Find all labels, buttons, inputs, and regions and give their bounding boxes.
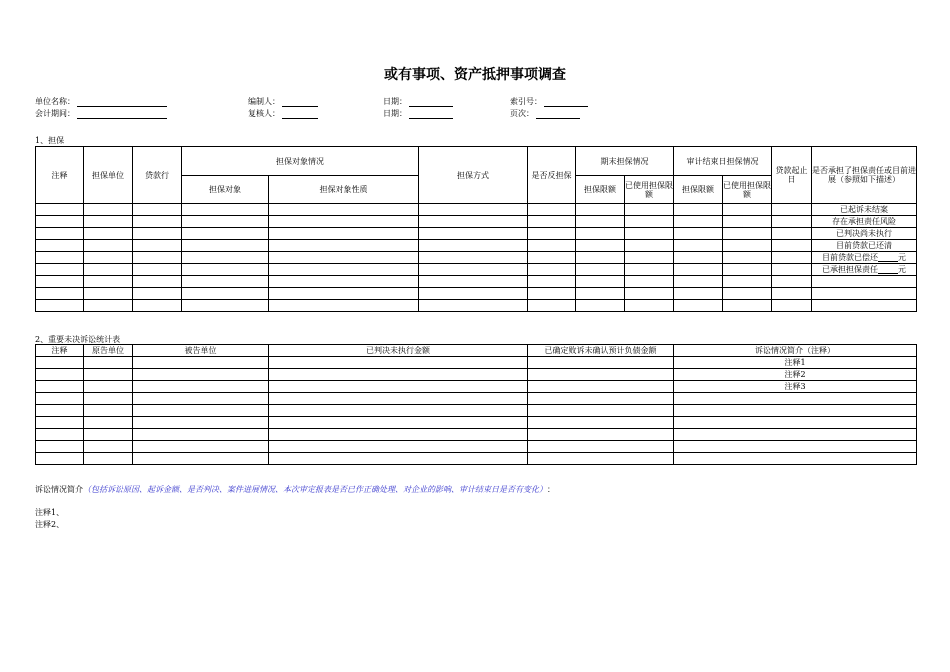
guarantee-cell[interactable] bbox=[772, 300, 812, 312]
guarantee-cell[interactable] bbox=[419, 288, 528, 300]
guarantee-cell[interactable] bbox=[772, 288, 812, 300]
lit-header-defendant: 被告单位 bbox=[133, 345, 269, 357]
guarantee-row bbox=[36, 240, 917, 252]
guarantee-row bbox=[36, 228, 917, 240]
summary-cell[interactable]: 注释2 bbox=[674, 369, 917, 381]
litigation-cell[interactable] bbox=[36, 441, 84, 453]
guarantee-cell[interactable] bbox=[625, 276, 674, 288]
litigation-row bbox=[36, 429, 917, 441]
litigation-summary-colon: ： bbox=[547, 485, 555, 494]
guarantee-cell[interactable] bbox=[133, 216, 182, 228]
guarantee-cell[interactable] bbox=[528, 300, 576, 312]
period-label: 会计期间： bbox=[35, 109, 75, 118]
litigation-cell[interactable] bbox=[269, 393, 528, 405]
date2-blank[interactable] bbox=[409, 110, 453, 119]
guarantee-cell[interactable] bbox=[674, 264, 723, 276]
litigation-summary-label: 诉讼情况简介 bbox=[35, 485, 83, 494]
litigation-row bbox=[36, 417, 917, 429]
litigation-cell[interactable] bbox=[528, 393, 674, 405]
guarantee-cell[interactable] bbox=[674, 228, 723, 240]
guarantee-cell[interactable] bbox=[84, 204, 133, 216]
section-guarantee-title: 1、担保 bbox=[35, 136, 65, 145]
guarantee-cell[interactable] bbox=[674, 252, 723, 264]
header-used-audit-end: 已使用担保限额 bbox=[723, 176, 772, 204]
guarantee-body bbox=[36, 204, 917, 312]
guarantee-cell[interactable] bbox=[36, 276, 84, 288]
guarantee-cell[interactable] bbox=[723, 240, 772, 252]
repaid-label: 目前贷款已偿还 bbox=[822, 253, 878, 262]
header-limit-period-end: 担保限额 bbox=[576, 176, 625, 204]
litigation-row bbox=[36, 453, 917, 465]
litigation-cell[interactable] bbox=[528, 381, 674, 393]
litigation-cell[interactable] bbox=[36, 405, 84, 417]
guarantee-cell[interactable] bbox=[269, 264, 419, 276]
guarantee-cell[interactable] bbox=[182, 228, 269, 240]
guarantee-cell[interactable] bbox=[36, 204, 84, 216]
guarantee-cell[interactable] bbox=[674, 204, 723, 216]
guarantee-row bbox=[36, 276, 917, 288]
guarantee-cell[interactable] bbox=[528, 276, 576, 288]
litigation-row bbox=[36, 441, 917, 453]
date1-blank[interactable] bbox=[409, 98, 453, 107]
litigation-cell[interactable] bbox=[133, 369, 269, 381]
litigation-cell[interactable] bbox=[269, 369, 528, 381]
guarantee-cell[interactable] bbox=[723, 216, 772, 228]
guarantee-cell[interactable] bbox=[36, 228, 84, 240]
lit-header-note: 注释 bbox=[36, 345, 84, 357]
litigation-cell[interactable] bbox=[528, 453, 674, 465]
header-target: 担保对象 bbox=[182, 176, 269, 204]
guarantee-cell[interactable] bbox=[419, 216, 528, 228]
litigation-cell[interactable] bbox=[269, 429, 528, 441]
litigation-row bbox=[36, 369, 917, 381]
assumed-label: 已承担担保责任 bbox=[822, 265, 878, 274]
litigation-cell[interactable] bbox=[528, 357, 674, 369]
guarantee-cell[interactable] bbox=[772, 216, 812, 228]
litigation-cell[interactable] bbox=[528, 441, 674, 453]
guarantee-cell[interactable] bbox=[625, 264, 674, 276]
amount-blank[interactable] bbox=[878, 254, 898, 262]
litigation-cell[interactable] bbox=[84, 417, 133, 429]
guarantee-row bbox=[36, 288, 917, 300]
guarantee-cell[interactable] bbox=[419, 228, 528, 240]
amount-blank[interactable] bbox=[878, 266, 898, 274]
progress-cell[interactable] bbox=[812, 264, 917, 276]
litigation-cell[interactable] bbox=[528, 405, 674, 417]
progress-cell[interactable]: 存在承担责任风险 bbox=[812, 216, 917, 228]
summary-cell[interactable]: 注释3 bbox=[674, 381, 917, 393]
header-lender: 贷款行 bbox=[133, 147, 182, 204]
litigation-cell[interactable] bbox=[36, 417, 84, 429]
guarantee-cell[interactable] bbox=[625, 216, 674, 228]
guarantee-cell[interactable] bbox=[772, 228, 812, 240]
guarantee-cell[interactable] bbox=[528, 240, 576, 252]
header-audit-end: 审计结束日担保情况 bbox=[674, 147, 772, 176]
litigation-cell[interactable] bbox=[528, 429, 674, 441]
header-guarantor: 担保单位 bbox=[84, 147, 133, 204]
guarantee-cell[interactable] bbox=[269, 216, 419, 228]
litigation-cell[interactable] bbox=[84, 405, 133, 417]
guarantee-cell[interactable] bbox=[576, 300, 625, 312]
guarantee-cell[interactable] bbox=[723, 288, 772, 300]
guarantee-cell[interactable] bbox=[576, 216, 625, 228]
progress-cell[interactable]: 已起诉未结案 bbox=[812, 204, 917, 216]
litigation-cell[interactable] bbox=[84, 381, 133, 393]
guarantee-cell[interactable] bbox=[419, 252, 528, 264]
guarantee-cell[interactable] bbox=[772, 240, 812, 252]
litigation-cell[interactable] bbox=[84, 357, 133, 369]
reviewer-field bbox=[248, 109, 318, 119]
index-label: 索引号： bbox=[510, 97, 542, 106]
litigation-cell[interactable] bbox=[133, 441, 269, 453]
guarantee-cell[interactable] bbox=[269, 300, 419, 312]
guarantee-cell[interactable] bbox=[772, 264, 812, 276]
guarantee-cell[interactable] bbox=[576, 264, 625, 276]
guarantee-cell[interactable] bbox=[36, 288, 84, 300]
litigation-cell[interactable] bbox=[133, 357, 269, 369]
page-field bbox=[510, 109, 580, 119]
guarantee-cell[interactable] bbox=[528, 252, 576, 264]
guarantee-cell[interactable] bbox=[674, 288, 723, 300]
header-counter-guarantee: 是否反担保 bbox=[528, 147, 576, 204]
guarantee-cell[interactable] bbox=[133, 204, 182, 216]
litigation-summary-hint: （包括诉讼原因、起诉金额、是否判决、案件进展情况、本次审定报表是否已作正确处理、对企业的影响、审计结束日是否有变化） bbox=[83, 485, 547, 494]
lit-header-judged: 已判决未执行金额 bbox=[269, 345, 528, 357]
guarantee-row bbox=[36, 300, 917, 312]
reviewer-label: 复核人： bbox=[248, 109, 280, 118]
litigation-cell[interactable] bbox=[84, 369, 133, 381]
header-used-period-end: 已使用担保限额 bbox=[625, 176, 674, 204]
index-blank[interactable] bbox=[544, 98, 588, 107]
guarantee-row bbox=[36, 216, 917, 228]
guarantee-cell[interactable] bbox=[419, 300, 528, 312]
guarantee-cell[interactable] bbox=[84, 300, 133, 312]
progress-cell[interactable] bbox=[812, 300, 917, 312]
guarantee-cell[interactable] bbox=[182, 288, 269, 300]
guarantee-cell[interactable] bbox=[419, 240, 528, 252]
guarantee-cell[interactable] bbox=[419, 204, 528, 216]
litigation-note-2: 注释2、 bbox=[35, 520, 65, 529]
guarantee-cell[interactable] bbox=[625, 252, 674, 264]
litigation-cell[interactable] bbox=[36, 453, 84, 465]
guarantee-row bbox=[36, 204, 917, 216]
litigation-cell[interactable] bbox=[133, 381, 269, 393]
guarantee-cell[interactable] bbox=[625, 300, 674, 312]
index-field bbox=[510, 97, 588, 107]
guarantee-cell[interactable] bbox=[84, 240, 133, 252]
guarantee-cell[interactable] bbox=[674, 240, 723, 252]
guarantee-cell[interactable] bbox=[133, 276, 182, 288]
guarantee-cell[interactable] bbox=[576, 288, 625, 300]
litigation-row bbox=[36, 405, 917, 417]
guarantee-cell[interactable] bbox=[723, 276, 772, 288]
guarantee-cell[interactable] bbox=[84, 228, 133, 240]
editor-field bbox=[248, 97, 318, 107]
litigation-cell[interactable] bbox=[36, 393, 84, 405]
guarantee-cell[interactable] bbox=[419, 276, 528, 288]
guarantee-cell[interactable] bbox=[36, 240, 84, 252]
litigation-cell[interactable] bbox=[36, 381, 84, 393]
litigation-cell[interactable] bbox=[269, 417, 528, 429]
litigation-cell[interactable] bbox=[84, 393, 133, 405]
litigation-cell[interactable] bbox=[269, 381, 528, 393]
litigation-cell[interactable] bbox=[84, 441, 133, 453]
guarantee-cell[interactable] bbox=[269, 252, 419, 264]
unit-name-blank[interactable] bbox=[77, 98, 167, 107]
guarantee-cell[interactable] bbox=[576, 228, 625, 240]
litigation-cell[interactable] bbox=[528, 369, 674, 381]
guarantee-cell[interactable] bbox=[674, 300, 723, 312]
unit-name-field bbox=[35, 97, 167, 107]
guarantee-cell[interactable] bbox=[528, 216, 576, 228]
guarantee-cell[interactable] bbox=[772, 252, 812, 264]
progress-cell[interactable]: 目前贷款已还清 bbox=[812, 240, 917, 252]
guarantee-cell[interactable] bbox=[84, 216, 133, 228]
litigation-row bbox=[36, 357, 917, 369]
guarantee-cell[interactable] bbox=[182, 204, 269, 216]
period-field bbox=[35, 109, 167, 119]
litigation-body bbox=[36, 357, 917, 465]
summary-cell[interactable] bbox=[674, 417, 917, 429]
guarantee-cell[interactable] bbox=[772, 204, 812, 216]
summary-cell[interactable] bbox=[674, 441, 917, 453]
litigation-table bbox=[35, 344, 917, 465]
guarantee-cell[interactable] bbox=[772, 276, 812, 288]
lit-header-estimated: 已确定败诉未确认预计负债金额 bbox=[528, 345, 674, 357]
summary-cell[interactable] bbox=[674, 453, 917, 465]
editor-label: 编制人： bbox=[248, 97, 280, 106]
header-target-info: 担保对象情况 bbox=[182, 147, 419, 176]
litigation-cell[interactable] bbox=[133, 393, 269, 405]
guarantee-cell[interactable] bbox=[528, 204, 576, 216]
litigation-note-1: 注释1、 bbox=[35, 508, 65, 517]
header-target-nature: 担保对象性质 bbox=[269, 176, 419, 204]
summary-cell[interactable]: 注释1 bbox=[674, 357, 917, 369]
guarantee-cell[interactable] bbox=[84, 252, 133, 264]
litigation-cell[interactable] bbox=[84, 429, 133, 441]
litigation-cell[interactable] bbox=[269, 453, 528, 465]
litigation-summary-line bbox=[35, 485, 555, 495]
guarantee-cell[interactable] bbox=[625, 240, 674, 252]
litigation-cell[interactable] bbox=[133, 405, 269, 417]
page-label: 页次： bbox=[510, 109, 534, 118]
guarantee-cell[interactable] bbox=[36, 300, 84, 312]
header-note: 注释 bbox=[36, 147, 84, 204]
progress-cell[interactable] bbox=[812, 276, 917, 288]
guarantee-cell[interactable] bbox=[528, 288, 576, 300]
guarantee-cell[interactable] bbox=[419, 264, 528, 276]
guarantee-cell[interactable] bbox=[133, 240, 182, 252]
page-title: 或有事项、资产抵押事项调查 bbox=[384, 67, 566, 83]
guarantee-cell[interactable] bbox=[723, 252, 772, 264]
unit-label: 元 bbox=[898, 265, 906, 274]
guarantee-cell[interactable] bbox=[576, 240, 625, 252]
guarantee-cell[interactable] bbox=[625, 228, 674, 240]
header-period-end: 期末担保情况 bbox=[576, 147, 674, 176]
guarantee-row bbox=[36, 264, 917, 276]
litigation-row bbox=[36, 393, 917, 405]
litigation-cell[interactable] bbox=[36, 369, 84, 381]
unit-label: 元 bbox=[898, 253, 906, 262]
progress-cell[interactable] bbox=[812, 252, 917, 264]
litigation-cell[interactable] bbox=[269, 357, 528, 369]
header-progress: 是否承担了担保责任或目前进展（参照如下描述） bbox=[812, 147, 917, 204]
guarantee-cell[interactable] bbox=[576, 276, 625, 288]
guarantee-cell[interactable] bbox=[576, 252, 625, 264]
litigation-cell[interactable] bbox=[133, 417, 269, 429]
guarantee-cell[interactable] bbox=[182, 300, 269, 312]
editor-blank[interactable] bbox=[282, 98, 318, 107]
guarantee-cell[interactable] bbox=[674, 276, 723, 288]
date1-field bbox=[383, 97, 453, 107]
guarantee-cell[interactable] bbox=[182, 216, 269, 228]
litigation-cell[interactable] bbox=[36, 357, 84, 369]
reviewer-blank[interactable] bbox=[282, 110, 318, 119]
guarantee-cell[interactable] bbox=[576, 204, 625, 216]
guarantee-cell[interactable] bbox=[269, 276, 419, 288]
summary-cell[interactable] bbox=[674, 393, 917, 405]
progress-cell[interactable] bbox=[812, 288, 917, 300]
guarantee-cell[interactable] bbox=[84, 276, 133, 288]
summary-cell[interactable] bbox=[674, 429, 917, 441]
header-limit-audit-end: 担保限额 bbox=[674, 176, 723, 204]
guarantee-cell[interactable] bbox=[674, 216, 723, 228]
summary-cell[interactable] bbox=[674, 405, 917, 417]
guarantee-row bbox=[36, 252, 917, 264]
guarantee-cell[interactable] bbox=[528, 264, 576, 276]
guarantee-cell[interactable] bbox=[182, 264, 269, 276]
guarantee-cell[interactable] bbox=[36, 264, 84, 276]
period-blank[interactable] bbox=[77, 110, 167, 119]
unit-name-label: 单位名称： bbox=[35, 97, 75, 106]
page-blank[interactable] bbox=[536, 110, 580, 119]
guarantee-cell[interactable] bbox=[133, 300, 182, 312]
litigation-cell[interactable] bbox=[528, 417, 674, 429]
litigation-cell[interactable] bbox=[36, 429, 84, 441]
progress-cell[interactable]: 已判决尚未执行 bbox=[812, 228, 917, 240]
guarantee-cell[interactable] bbox=[84, 264, 133, 276]
guarantee-cell[interactable] bbox=[133, 228, 182, 240]
header-method: 担保方式 bbox=[419, 147, 528, 204]
lit-header-summary: 诉讼情况简介（注释） bbox=[674, 345, 917, 357]
date1-label: 日期： bbox=[383, 97, 407, 106]
section-litigation-title: 2、重要未决诉讼统计表 bbox=[35, 335, 121, 344]
guarantee-cell[interactable] bbox=[269, 288, 419, 300]
guarantee-table bbox=[35, 146, 917, 312]
litigation-cell[interactable] bbox=[84, 453, 133, 465]
litigation-cell[interactable] bbox=[269, 405, 528, 417]
guarantee-cell[interactable] bbox=[269, 204, 419, 216]
litigation-cell[interactable] bbox=[269, 441, 528, 453]
date2-label: 日期： bbox=[383, 109, 407, 118]
guarantee-cell[interactable] bbox=[723, 228, 772, 240]
guarantee-cell[interactable] bbox=[625, 204, 674, 216]
guarantee-cell[interactable] bbox=[723, 264, 772, 276]
guarantee-cell[interactable] bbox=[182, 240, 269, 252]
guarantee-cell[interactable] bbox=[133, 252, 182, 264]
guarantee-cell[interactable] bbox=[36, 216, 84, 228]
guarantee-cell[interactable] bbox=[723, 300, 772, 312]
litigation-cell[interactable] bbox=[133, 429, 269, 441]
guarantee-cell[interactable] bbox=[133, 264, 182, 276]
guarantee-cell[interactable] bbox=[182, 276, 269, 288]
date2-field bbox=[383, 109, 453, 119]
guarantee-cell[interactable] bbox=[269, 240, 419, 252]
guarantee-cell[interactable] bbox=[625, 288, 674, 300]
guarantee-cell[interactable] bbox=[133, 288, 182, 300]
litigation-row bbox=[36, 381, 917, 393]
guarantee-cell[interactable] bbox=[723, 204, 772, 216]
litigation-cell[interactable] bbox=[133, 453, 269, 465]
guarantee-cell[interactable] bbox=[269, 228, 419, 240]
guarantee-cell[interactable] bbox=[182, 252, 269, 264]
guarantee-cell[interactable] bbox=[528, 228, 576, 240]
lit-header-plaintiff: 原告单位 bbox=[84, 345, 133, 357]
guarantee-cell[interactable] bbox=[36, 252, 84, 264]
header-loan-period: 贷款起止日 bbox=[772, 147, 812, 204]
guarantee-cell[interactable] bbox=[84, 288, 133, 300]
